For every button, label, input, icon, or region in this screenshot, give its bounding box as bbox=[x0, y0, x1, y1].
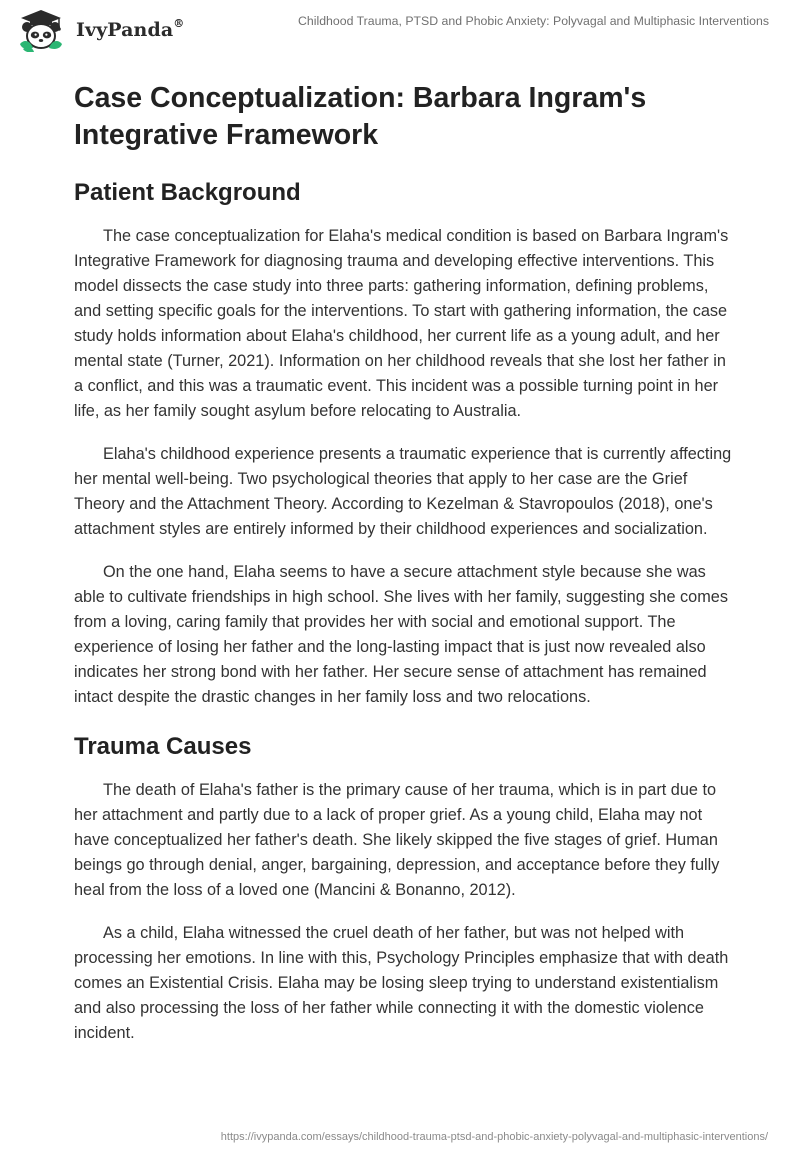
page-header bbox=[0, 0, 800, 58]
section-heading-patient-background: Patient Background bbox=[74, 179, 301, 206]
registered-mark: ® bbox=[173, 17, 185, 30]
section-heading-trauma-causes: Trauma Causes bbox=[74, 733, 252, 760]
document-title: Childhood Trauma, PTSD and Phobic Anxiety: Polyvagal and Multiphasic Interventions bbox=[298, 14, 769, 28]
paragraph: The case conceptualization for Elaha's medical condition is based on Barbara Ingram's Integrative Framework for diagnosing trauma and developing effective interventions. This model dissects the case study into three parts: gathering information, defining problems, and setting specific goals for the interventions. To start with gathering information, the case study holds information about Elaha's childhood, her current life as a young adult, and her mental state (Turner, 2021). Information on her childhood reveals that she lost her father in a conflict, and this was a traumatic event. This incident was a possible turning point in her life, as her family sought asylum before relocating to Australia. bbox=[74, 227, 729, 420]
paragraph: The death of Elaha's father is the primary cause of her trauma, which is in part due to her attachment and partly due to a lack of proper grief. As a young child, Elaha may not have conceptualized her father's death. She likely skipped the five stages of grief. Human beings go through denial, anger, bargaining, depression, and acceptance before they fully heal from the loss of a loved one (Mancini & Bonanno, 2012). bbox=[74, 781, 720, 899]
ivypanda-logo[interactable] bbox=[16, 8, 184, 52]
paragraph: As a child, Elaha witnessed the cruel death of her father, but was not helped with processing her emotions. In line with this, Psychology Principles emphasize that with death comes an Existential Crisis. Elaha may be losing sleep trying to understand existentialism and also processing the loss of her father while connecting it with the domestic violence incident. bbox=[74, 924, 729, 1042]
panda-graduate-icon bbox=[16, 8, 66, 52]
paragraph: Elaha's childhood experience presents a traumatic experience that is currently affecting her mental well-being. Two psychological theories that apply to her case are the Grief Theory and the Attachment Theory. According to Kezelman & Stavropoulos (2018), one's attachment styles are entirely informed by their childhood experiences and socialization. bbox=[74, 445, 732, 538]
article-body bbox=[74, 80, 734, 1046]
source-url[interactable]: https://ivypanda.com/essays/childhood-trauma-ptsd-and-phobic-anxiety-polyvagal-and-multiphasic-interventions/ bbox=[220, 1131, 768, 1143]
paragraph: On the one hand, Elaha seems to have a secure attachment style because she was able to cultivate friendships in high school. She lives with her family, suggesting she comes from a loving, caring family that provides her with social and emotional support. The experience of losing her father and the long-lasting impact that is just now revealed also indicates her strong bond with her father. Her secure sense of attachment has remained intact despite the drastic changes in her family loss and two relocations. bbox=[74, 563, 728, 706]
brand-name: IvyPanda® bbox=[76, 17, 185, 41]
article-title: Case Conceptualization: Barbara Ingram's Integrative Framework bbox=[74, 82, 647, 151]
